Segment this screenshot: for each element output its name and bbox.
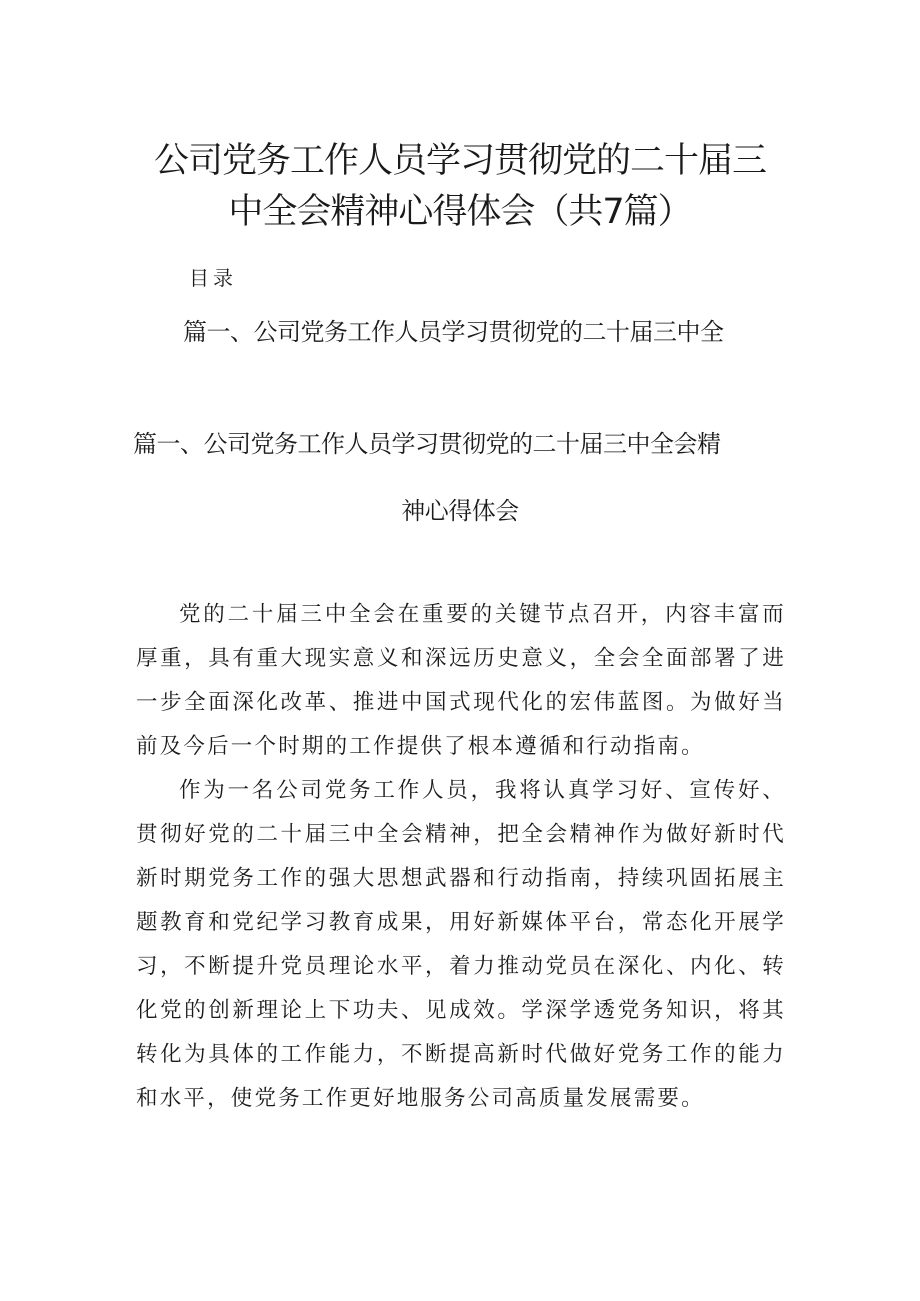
- document-title-line-2: 中全会精神心得体会（共7篇）: [228, 192, 692, 232]
- toc-item[interactable]: 篇一、公司党务工作人员学习贯彻党的二十届三中全: [183, 318, 724, 346]
- toc-label: 目录: [189, 266, 237, 290]
- document-title-line-1: 公司党务工作人员学习贯彻党的二十届三: [153, 141, 766, 181]
- section-heading-line-1: 篇一、公司党务工作人员学习贯彻党的二十届三中全会精: [133, 430, 721, 458]
- document-title: [0, 136, 920, 238]
- section-body: [136, 593, 786, 1121]
- body-paragraph-2: 作为一名公司党务工作人员，我将认真学习好、宣传好、贯彻好党的二十届三中全会精神，把全会精神作为做好新时代新时期党务工作的强大思想武器和行动指南，持续巩固拓展主题教育和党纪学习教育成果，用好新媒体平台，常态化开展学习，不断提升党员理论水平，着力推动党员在深化、内化、转化党的创新理论上下功夫、见成效。学深学透党务知识，将其转化为具体的工作能力，不断提高新时代做好党务工作的能力和水平，使党务工作更好地服务公司高质量发展需要。: [136, 778, 786, 1111]
- section-heading-line-2: 神心得体会: [401, 497, 519, 525]
- body-paragraph-1: 党的二十届三中全会在重要的关键节点召开，内容丰富而厚重，具有重大现实意义和深远历史意义，全会全面部署了进一步全面深化改革、推进中国式现代化的宏伟蓝图。为做好当前及今后一个时期的工作提供了根本遵循和行动指南。: [136, 602, 786, 759]
